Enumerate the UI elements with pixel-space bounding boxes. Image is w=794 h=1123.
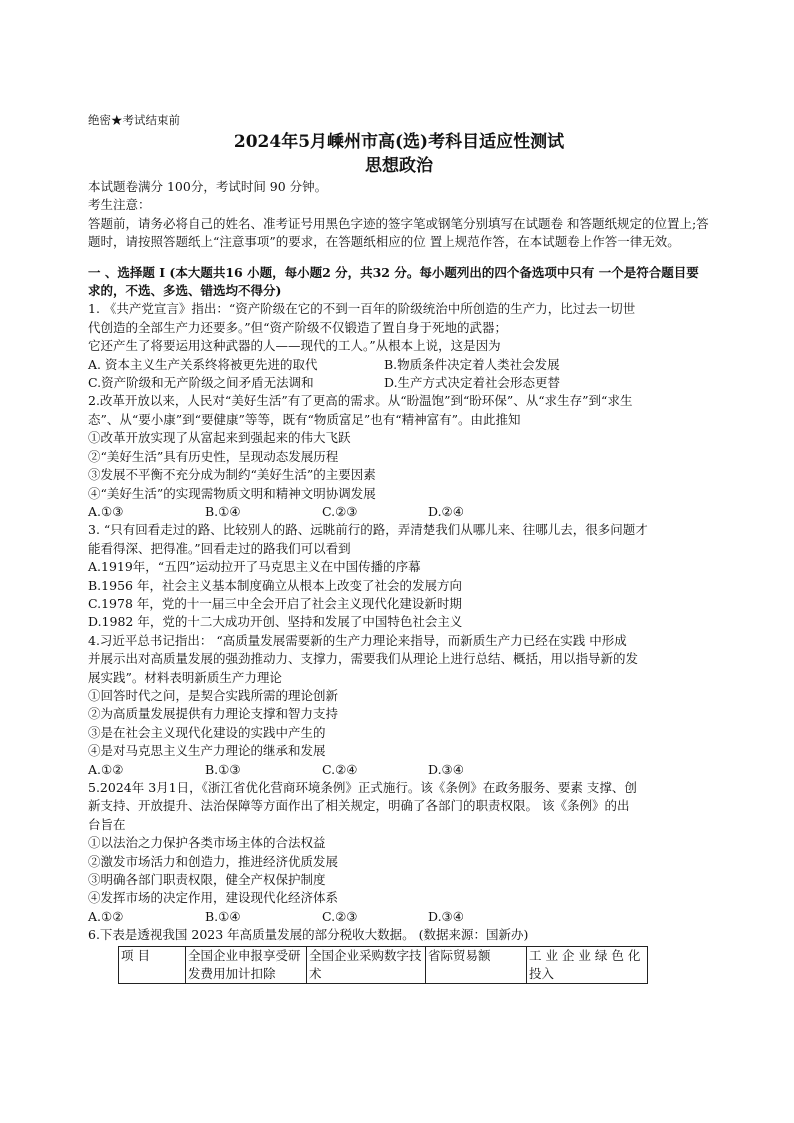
question-stem-line: 态”、从“要小康”到“要健康”等等，既有“物质富足”也有“精神富有”。由此推知 [88, 411, 521, 427]
option-d: D.③④ [428, 908, 464, 924]
statement-item: ①以法治之力保护各类市场主体的合法权益 [88, 835, 326, 851]
question-stem-line: 1. 《共产党宣言》指出：“资产阶级在它的不到一百年的阶级统治中所创造的生产力，比过去一切世 [88, 301, 636, 317]
question-3 [88, 521, 710, 631]
exam-title: 2024年5月嵊州市高(选)考科目适应性测试 [233, 132, 565, 152]
option-c: C.②③ [322, 503, 358, 519]
option-b: B.1956 年，社会主义基本制度确立从根本上改变了社会的发展方向 [88, 577, 462, 593]
statement-item: ②“美好生活”具有历史性，呈现动态发展历程 [88, 448, 339, 464]
exam-page [88, 112, 710, 984]
option-row [88, 503, 710, 521]
question-stem-line: 台旨在 [88, 816, 126, 832]
statement-item: ③发展不平衡不充分成为制约“美好生活”的主要因素 [88, 467, 376, 483]
question-stem-line: 5.2024年 3月1日，《浙江省优化营商环境条例》正式施行。该《条例》在政务服务、要素 支撑、创 [88, 780, 637, 795]
question-stem-line: 展实践”。材料表明新质生产力理论 [88, 669, 282, 685]
question-stem-line: 代创造的全部生产力还要多。”但“资产阶级不仅锻造了置自身于死地的武器； [88, 319, 508, 335]
option-row [88, 761, 710, 779]
question-1 [88, 300, 710, 392]
option-b: B.物质条件决定着人类社会发展 [384, 356, 560, 372]
option-d: D.生产方式决定着社会形态更替 [384, 375, 561, 391]
option-c: C.资产阶级和无产阶级之间矛盾无法调和 [88, 375, 314, 391]
question-stem-line: 6.下表是透视我国 2023 年高质量发展的部分税收大数据。 (数据来源：国新办) [88, 927, 529, 943]
question-stem-line: 新支持、开放提升、法治保障等方面作出了相关规定，明确了各部门的职责权限。 该《条例》的出 [88, 798, 630, 814]
question-stem-line: 2.改革开放以来，人民对“美好生活”有了更高的需求。从“盼温饱”到“盼环保”、从“求生存”到“求生 [88, 393, 633, 409]
question-4 [88, 632, 710, 779]
option-c: C.1978 年，党的十一届三中全会开启了社会主义现代化建设新时期 [88, 595, 462, 611]
table-header-cell: 项 目 [119, 946, 186, 983]
option-b: B.①④ [205, 908, 241, 924]
option-a: A.①② [88, 908, 124, 924]
statement-item: ③是在社会主义现代化建设的实践中产生的 [88, 724, 326, 740]
option-c: C.②③ [322, 908, 358, 924]
option-row [88, 908, 710, 926]
option-c: C.②④ [322, 761, 358, 777]
notice-heading: 考生注意： [88, 197, 151, 213]
notice-text: 答题前，请务必将自己的姓名、准考证号用黑色字迹的签字笔或钢笔分别填写在试题卷 和答题纸规定的位置上;答题时，请按照答题纸上“注意事项”的要求，在答题纸相应的位 置上规范作答，在本试题卷上作答一律无效。 [88, 215, 709, 250]
statement-item: ④“美好生活”的实现需物质文明和精神文明协调发展 [88, 485, 376, 501]
table-header-cell: 全国企业申报享受研发费用加计扣除 [186, 946, 307, 983]
option-d: D.1982 年，党的十二大成功开创、坚持和发展了中国特色社会主义 [88, 614, 463, 630]
statement-item: ④是对马克思主义生产力理论的继承和发展 [88, 743, 326, 759]
option-b: B.①③ [205, 761, 241, 777]
question-stem-line: 能看得深、把得准。”回看走过的路我们可以看到 [88, 540, 351, 556]
question-2 [88, 392, 710, 521]
option-row [88, 374, 710, 392]
statement-item: ②为高质量发展提供有力理论支撑和智力支持 [88, 706, 339, 722]
confidential-label: 绝密★考试结束前 [88, 113, 180, 127]
table-header-cell: 工 业 企 业 绿 色 化 投入 [527, 946, 648, 983]
option-b: B.①④ [205, 503, 241, 519]
statement-item: ③明确各部门职责权限，健全产权保护制度 [88, 872, 326, 888]
question-stem-line: 并展示出对高质量发展的强劲推动力、支撑力，需要我们从理论上进行总结、概括，用以指导新的发 [88, 651, 639, 667]
question-stem-line: 4.习近平总书记指出： “高质量发展需要新的生产力理论来指导，而新质生产力已经在实践 中形成 [88, 632, 627, 648]
statement-item: ②激发市场活力和创造力，推进经济优质发展 [88, 853, 339, 869]
option-a: A.①③ [88, 503, 124, 519]
tax-data-table [118, 946, 648, 984]
statement-item: ④发挥市场的决定作用，建设现代化经济体系 [88, 890, 339, 906]
option-a: A. 资本主义生产关系终将被更先进的取代 [88, 356, 318, 372]
score-info: 本试题卷满分 100分，考试时间 90 分钟。 [88, 179, 328, 194]
question-6 [88, 926, 710, 983]
question-stem-line: 3. “只有回看走过的路、比较别人的路、远眺前行的路，弄清楚我们从哪儿来、往哪儿去，很多问题才 [88, 522, 648, 538]
subject-title: 思想政治 [365, 156, 433, 176]
option-d: D.③④ [428, 761, 464, 777]
question-5 [88, 779, 710, 926]
statement-item: ①改革开放实现了从富起来到强起来的伟大飞跃 [88, 430, 351, 446]
table-header-cell: 全国企业采购数字技术 [307, 946, 426, 983]
option-d: D.②④ [428, 503, 464, 519]
table-header-cell: 省际贸易额 [426, 946, 527, 983]
statement-item: ①回答时代之问，是契合实践所需的理论创新 [88, 687, 339, 703]
option-row [88, 356, 710, 374]
question-stem-line: 它还产生了将要运用这种武器的人——现代的工人。”从根本上说，这是因为 [88, 338, 501, 354]
table-header-row [119, 946, 648, 983]
option-a: A.①② [88, 761, 124, 777]
option-a: A.1919年，“五四”运动拉开了马克思主义在中国传播的序幕 [88, 559, 421, 575]
section-heading: 一 、选择题 I (本大题共16 小题，每小题2 分，共32 分。每小题列出的四个备选项中只有 一个是符合题目要求的，不选、多选、错选均不得分) [88, 264, 699, 299]
